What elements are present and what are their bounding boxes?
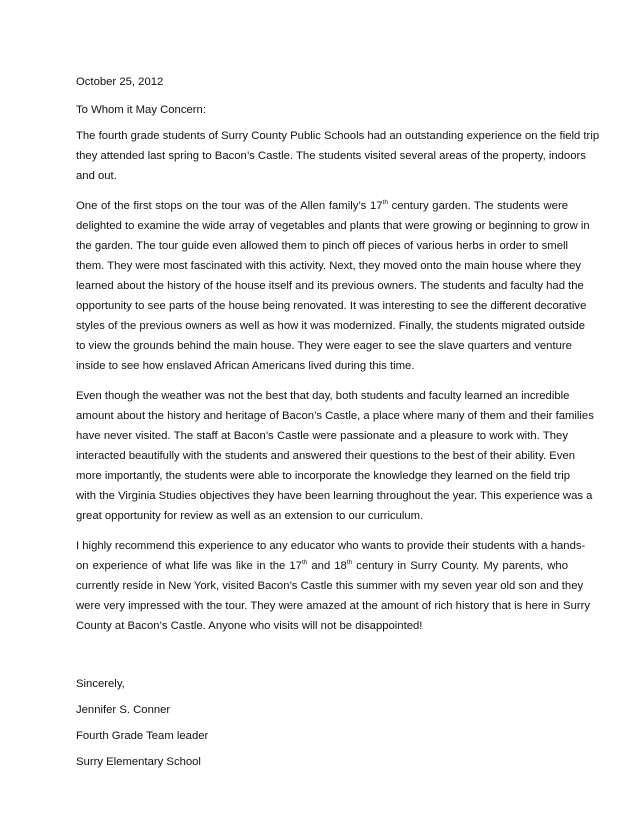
paragraph-line: amount about the history and heritage of Bacon’s Castle, a place where many of them and their families [76, 410, 594, 422]
paragraph-line: delighted to examine the wide array of vegetables and plants that were growing or beginning to grow in [76, 220, 590, 232]
letter-closing: Sincerely, [76, 678, 125, 690]
paragraph-line: they attended last spring to Bacon’s Castle. The students visited several areas of the property, indoors [76, 150, 586, 162]
paragraph-line: have never visited. The staff at Bacon’s Castle were passionate and a pleasure to work with. They [76, 430, 568, 442]
paragraph-line: styles of the previous owners as well as how it was modernized. Finally, the students migrated outside [76, 320, 586, 332]
paragraph-line: to view the grounds behind the main house. They were eager to see the slave quarters and venture [76, 340, 572, 352]
paragraph-line: great opportunity for review as well as an extension to our curriculum. [76, 510, 424, 522]
paragraph-text: One of the first stops on the tour was of the Allen family’s 17 [76, 200, 383, 212]
paragraph-line: opportunity to see parts of the house being renovated. It was interesting to see the different decorative [76, 300, 587, 312]
paragraph-text: on experience of what life was like in the 17 [76, 560, 302, 572]
paragraph-line [76, 556, 568, 576]
paragraph-line: The fourth grade students of Surry County Public Schools had an outstanding experience on the field trip [76, 130, 600, 142]
paragraph-line: more importantly, the students were able to incorporate the knowledge they learned on the field trip [76, 470, 571, 482]
letter-date: October 25, 2012 [76, 76, 164, 88]
paragraph-line: and out. [76, 170, 117, 182]
superscript: th [301, 559, 308, 566]
paragraph-text: century garden. The students were [387, 200, 568, 212]
spacer [76, 646, 568, 674]
paragraph-line: them. They were most fascinated with this activity. Next, they moved onto the main house where they [76, 260, 582, 272]
paragraph-line: inside to see how enslaved African Americans lived during this time. [76, 360, 415, 372]
paragraph-2 [76, 196, 590, 376]
paragraph-text: and 18 [307, 560, 347, 572]
paragraph-line: Even though the weather was not the best that day, both students and faculty learned an incredible [76, 390, 570, 402]
paragraph-line [76, 196, 568, 216]
signer-name: Jennifer S. Conner [76, 704, 171, 716]
paragraph-4 [76, 536, 591, 636]
letter-body [76, 72, 600, 778]
paragraph-3 [76, 386, 594, 526]
letter-salutation: To Whom it May Concern: [76, 104, 206, 116]
paragraph-text: century in Surry County. My parents, who [352, 560, 568, 572]
paragraph-line: I highly recommend this experience to any educator who wants to provide their students with a hands- [76, 540, 586, 552]
paragraph-line: with the Virginia Studies objectives they have been learning throughout the year. This experience was a [76, 490, 593, 502]
superscript: th [346, 559, 353, 566]
paragraph-line: currently reside in New York, visited Bacon’s Castle this summer with my seven year old son and they [76, 580, 584, 592]
signer-school: Surry Elementary School [76, 756, 201, 768]
paragraph-1 [76, 126, 600, 186]
paragraph-line: County at Bacon’s Castle. Anyone who visits will not be disappointed! [76, 620, 423, 632]
superscript: th [382, 199, 388, 206]
paragraph-line: interacted beautifully with the students and answered their questions to the best of their ability. Even [76, 450, 576, 462]
signer-title: Fourth Grade Team leader [76, 730, 209, 742]
paragraph-line: were very impressed with the tour. They were amazed at the amount of rich history that is here in Surry [76, 600, 591, 612]
paragraph-line: learned about the history of the house itself and its previous owners. The students and faculty had the [76, 280, 584, 292]
paragraph-line: the garden. The tour guide even allowed them to pinch off pieces of various herbs in order to smell [76, 240, 568, 252]
